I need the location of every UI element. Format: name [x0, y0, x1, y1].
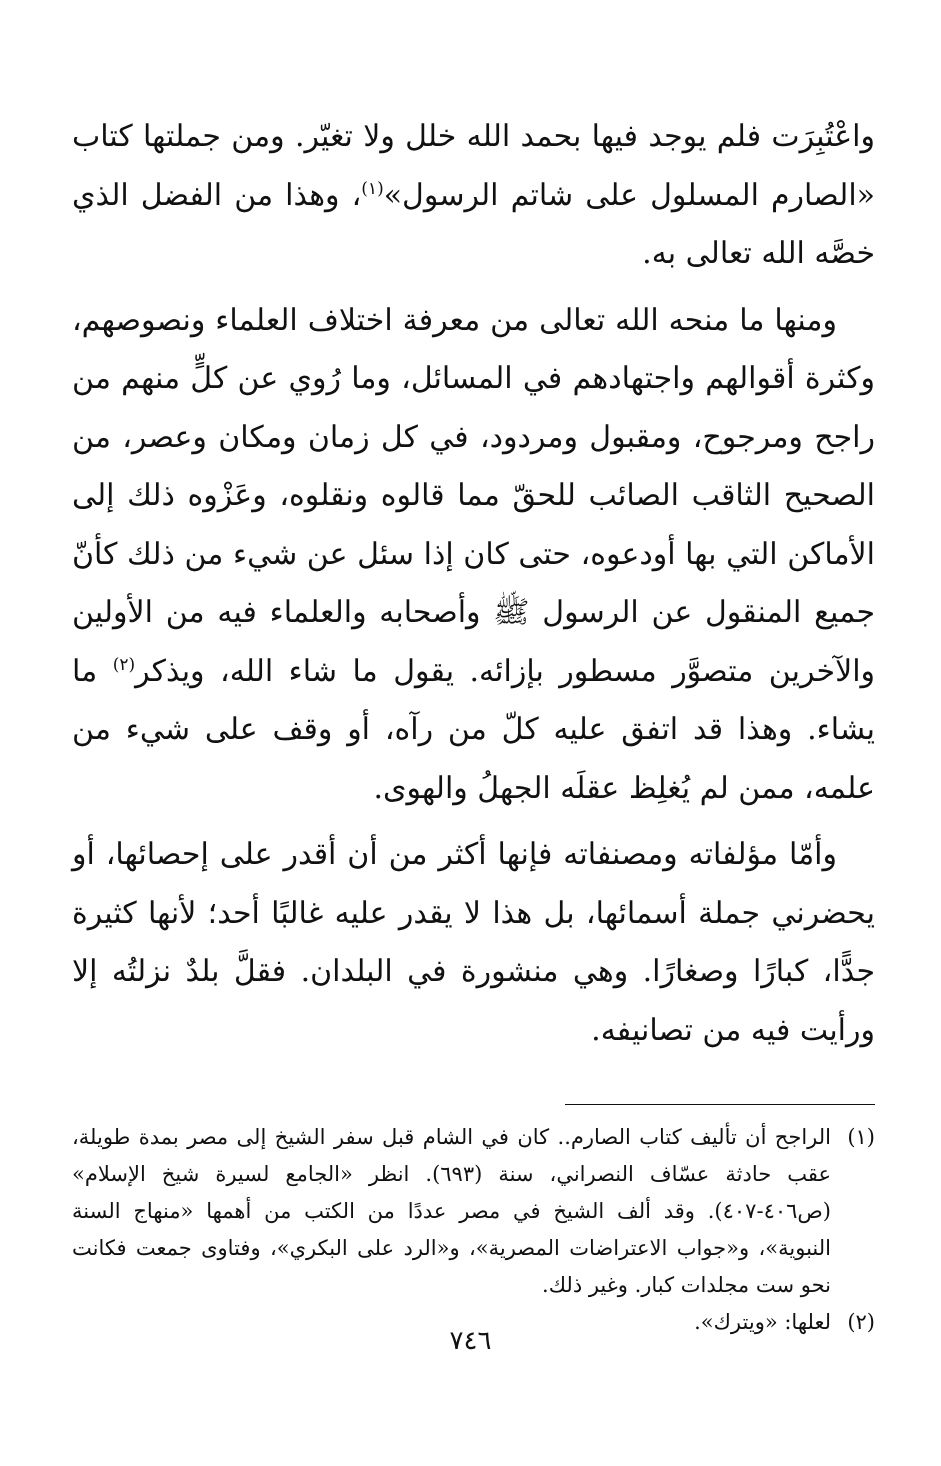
footnote-number: (١) [847, 1125, 875, 1149]
footnote-ref-2: (٢) [112, 654, 136, 675]
footnote-separator [565, 1104, 875, 1105]
paragraph-1-text: واعْتُبِرَت فلم يوجد فيها بحمد الله خلل ولا تغيّر. ومن جملتها كتاب «الصارم المسلول على شاتم الرسول» [72, 119, 876, 213]
main-text [72, 108, 875, 1060]
paragraph-3: وأمّا مؤلفاته ومصنفاته فإنها أكثر من أن أقدر على إحصائها، أو يحضرني جملة أسمائها، بل هذا لا يقدر عليه غالبًا أحد؛ لأنها كثيرة جدًّا، كبارًا وصغارًا. وهي منشورة في البلدان. فقلَّ بلدٌ نزلتُه إلا ورأيت فيه من تصانيفه. [72, 837, 875, 1048]
page-number: ٧٤٦ [449, 1326, 492, 1356]
footnote-number: (٢) [847, 1310, 875, 1334]
paragraph-1 [72, 108, 875, 284]
paragraph-2-text: ومنها ما منحه الله تعالى من معرفة اختلاف العلماء ونصوصهم، وكثرة أقوالهم واجتهادهم في المسائل، وما رُوي عن كلٍّ منهم من راجح ومرجوح، ومقبول ومردود، في كل زمان ومكان وعصر، من الصحيح الثاقب الصائب للحقّ مما قالوه ونقلوه، وعَزْوه ذلك إلى الأماكن التي بها أودعوه، حتى كان إذا سئل عن شيء من ذلك كأنّ جميع المنقول عن الرسول ﷺ وأصحابه والعلماء فيه من الأولين والآخرين متصوَّر مسطور بإزائه. يقول ما شاء الله، ويذكر [72, 302, 876, 689]
paragraph-1-tail: ، وهذا من الفضل الذي خصَّه الله تعالى به. [72, 177, 875, 271]
footnote-1 [72, 1119, 875, 1304]
footnote-text: الراجح أن تأليف كتاب الصارم.. كان في الشام قبل سفر الشيخ إلى مصر بمدة طويلة، عقب حادثة عسّاف النصراني، سنة (٦٩٣). انظر «الجامع لسيرة شيخ الإسلام» (ص٤٠٦-٤٠٧). وقد ألف الشيخ في مصر عددًا من الكتب من أهمها «منهاج السنة النبوية»، و«جواب الاعتراضات المصرية»، و«الرد على البكري»، وفتاوى جمعت فكانت نحو ست مجلدات كبار. وغير ذلك. [72, 1125, 831, 1297]
footnotes [72, 1119, 875, 1341]
footnote-ref-1: (١) [361, 178, 384, 199]
paragraph-2 [72, 292, 875, 819]
paragraph-2-tail: ما يشاء. وهذا قد اتفق عليه كلّ من رآه، أو وقف على شيء من علمه، ممن لم يُغلِظ عقلَه الجهلُ والهوى. [72, 653, 875, 806]
footnote-text: لعلها: «ويترك». [694, 1310, 831, 1334]
